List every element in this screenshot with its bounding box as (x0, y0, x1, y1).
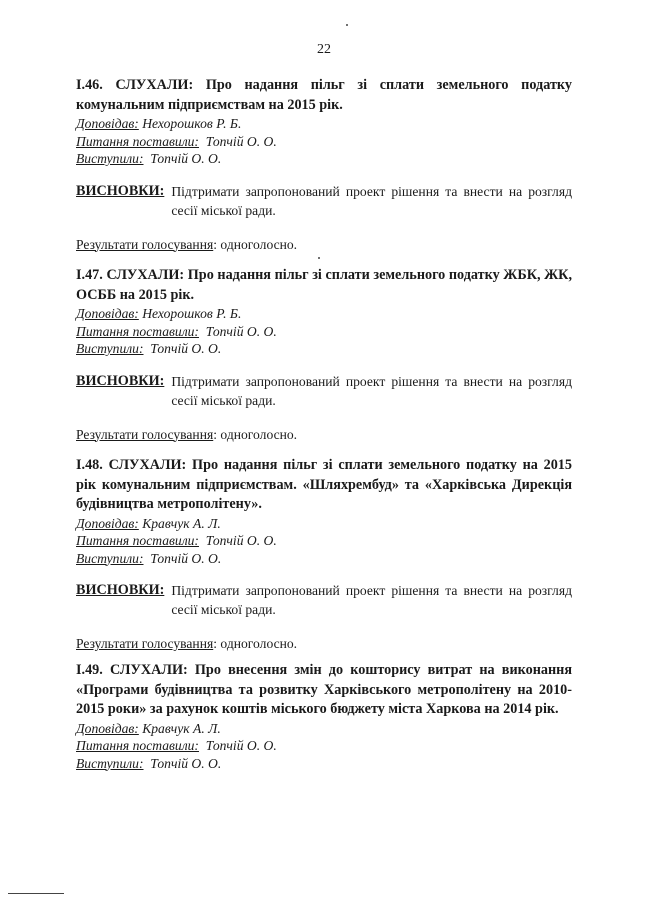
questions-name: Топчій О. О. (205, 323, 277, 339)
conclusions (76, 182, 572, 220)
reporter-line (76, 720, 572, 738)
speakers-label: Виступили: (76, 755, 144, 771)
questions-label: Питання поставили: (76, 133, 199, 149)
vote-label: Результати голосування (76, 636, 214, 651)
item-number: І.47. (76, 267, 103, 283)
agenda-item-48 (76, 456, 572, 653)
conclusions-text: Підтримати запропонований проект рішення та внести на розгляд сесії міської ради. (171, 583, 572, 617)
questions-line (76, 323, 572, 341)
conclusions-label: ВИСНОВКИ: (76, 372, 165, 389)
questions-name: Топчій О. О. (205, 533, 277, 548)
reporter-name: Кравчук А. Л. (142, 720, 221, 736)
vote-results (76, 426, 572, 444)
heard-keyword: СЛУХАЛИ: (108, 457, 187, 473)
speakers-name: Топчій О. О. (150, 755, 222, 771)
conclusions (76, 581, 572, 619)
questions-name: Топчій О. О. (205, 738, 277, 753)
questions-line (76, 532, 572, 550)
questions-label: Питання поставили: (76, 323, 199, 339)
agenda-item-49 (76, 661, 572, 772)
speakers-line (76, 550, 572, 568)
questions-name: Топчій О. О. (205, 133, 277, 149)
reporter-line (76, 515, 572, 533)
questions-line (76, 737, 572, 755)
speakers-line (76, 755, 572, 773)
reporter-label: Доповідав: (76, 116, 139, 131)
reporter-label: Доповідав: (76, 720, 139, 736)
conclusions-label: ВИСНОВКИ: (76, 182, 165, 199)
heard-keyword: СЛУХАЛИ: (106, 267, 185, 283)
reporter-name: Кравчук А. Л. (142, 515, 221, 531)
reporter-label: Доповідав: (76, 306, 139, 321)
reporter-name: Нехорошков Р. Б. (142, 306, 242, 321)
questions-label: Питання поставили: (76, 533, 199, 548)
speakers-name: Топчій О. О. (150, 151, 222, 166)
scan-speck (318, 257, 320, 259)
questions-label: Питання поставили: (76, 738, 199, 753)
vote-label: Результати голосування (76, 426, 214, 442)
scan-speck (346, 24, 348, 26)
item-number: І.48. (76, 457, 103, 473)
item-title: Про надання пільг зі сплати земельного податку на 2015 рік комунальним підприємствам. «Шляхрембуд» та «Харківська Дирекція будівництва метрополітену». (76, 457, 572, 512)
vote-results (76, 635, 572, 653)
speakers-line (76, 150, 572, 168)
agenda-heading (76, 661, 572, 720)
page-number: 22 (317, 42, 331, 57)
vote-result: : одноголосно. (213, 236, 298, 252)
speakers-line (76, 340, 572, 358)
heard-keyword: СЛУХАЛИ: (115, 77, 194, 93)
conclusions-text: Підтримати запропонований проект рішення та внести на розгляд сесії міської ради. (171, 183, 572, 218)
speakers-label: Виступили: (76, 341, 144, 356)
speakers-label: Виступили: (76, 550, 144, 566)
agenda-heading (76, 266, 572, 305)
reporter-name: Нехорошков Р. Б. (142, 116, 242, 131)
agenda-heading (76, 76, 572, 115)
vote-result: : одноголосно. (213, 636, 298, 651)
reporter-line (76, 115, 572, 133)
agenda-item-47 (76, 266, 572, 444)
conclusions (76, 372, 572, 410)
speakers-name: Топчій О. О. (150, 550, 222, 566)
item-title: Про надання пільг зі сплати земельного податку ЖБК, ЖК, ОСББ на 2015 рік. (76, 267, 573, 303)
reporter-line (76, 305, 572, 323)
speakers-name: Топчій О. О. (150, 341, 222, 356)
conclusions-text: Підтримати запропонований проект рішення та внести на розгляд сесії міської ради. (171, 373, 572, 408)
item-number: І.46. (76, 77, 103, 93)
vote-results (76, 236, 572, 254)
agenda-heading (76, 456, 572, 515)
agenda-item-46 (76, 76, 572, 254)
item-number: І.49. (76, 662, 103, 678)
footer-rule (8, 893, 64, 894)
vote-label: Результати голосування (76, 236, 214, 252)
vote-result: : одноголосно. (213, 426, 298, 442)
questions-line (76, 133, 572, 151)
item-title: Про внесення змін до кошторису витрат на виконання «Програми будівництва та розвитку Харківського метрополітену на 2010-2015 роки» за рахунок коштів міського бюджету міста Харкова на 2014 рік. (76, 662, 573, 717)
conclusions-label: ВИСНОВКИ: (76, 582, 165, 598)
reporter-label: Доповідав: (76, 515, 139, 531)
speakers-label: Виступили: (76, 151, 144, 166)
item-title: Про надання пільг зі сплати земельного податку комунальним підприємствам на 2015 рік. (76, 77, 572, 113)
heard-keyword: СЛУХАЛИ: (110, 662, 188, 678)
